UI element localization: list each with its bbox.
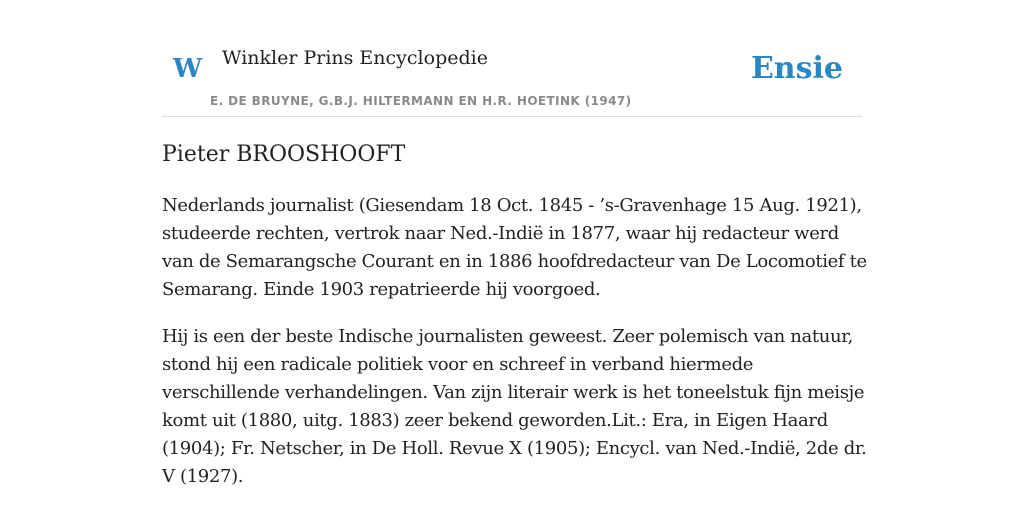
article-body <box>162 192 868 510</box>
site-header <box>162 0 862 117</box>
article-title: Pieter BROOSHOOFT <box>162 142 406 167</box>
publication-authors: E. DE BRUYNE, G.B.J. HILTERMANN EN H.R. HOETINK (1947) <box>210 94 632 108</box>
publication-title[interactable]: Winkler Prins Encyclopedie <box>222 47 488 69</box>
article-paragraph: Nederlands journalist (Giesendam 18 Oct. 1845 - ’s-Gravenhage 15 Aug. 1921), studeerde rechten, vertrok naar Ned.-Indië in 1877, waar hij redacteur werd van de Semarangsche Courant en in 1886 hoofdredacteur van De Locomotief te Semarang. Einde 1903 repatrieerde hij voorgoed. <box>162 195 867 300</box>
article-paragraph: Hij is een der beste Indische journalisten geweest. Zeer polemisch van natuur, stond hij een radicale politiek voor en schreef in verband hiermede verschillende verhandelingen. Van zijn literair werk is het toneelstuk fijn meisje komt uit (1880, uitg. 1883) zeer bekend geworden.Lit.: Era, in Eigen Haard (1904); Fr. Netscher, in De Holl. Revue X (1905); Encycl. van Ned.-Indië, 2de dr. V (1927). <box>162 326 867 487</box>
ensie-logo[interactable]: Ensie <box>750 51 843 86</box>
publication-logo-icon[interactable]: W <box>173 54 203 84</box>
